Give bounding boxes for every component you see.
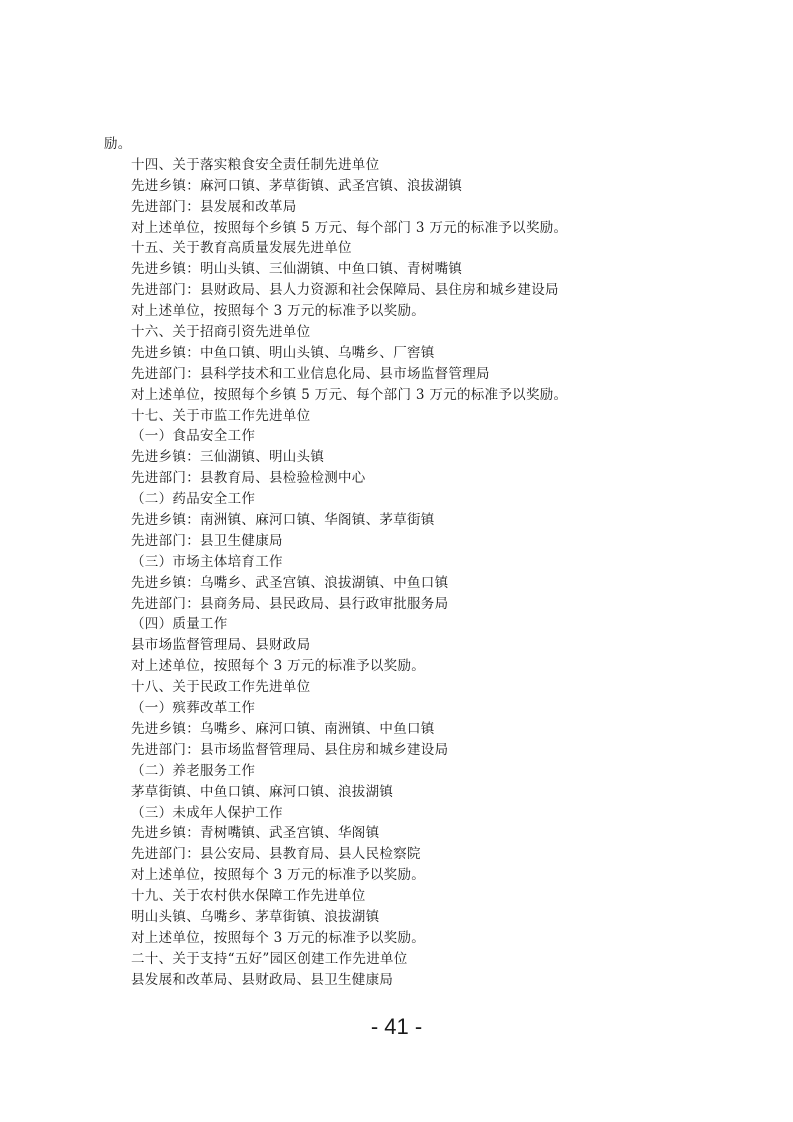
text-line: 明山头镇、乌嘴乡、茅草街镇、浪拔湖镇 [131,908,380,925]
text-line: 先进乡镇：乌嘴乡、武圣宫镇、浪拔湖镇、中鱼口镇 [131,574,449,591]
section-heading: 十八、关于民政工作先进单位 [131,679,311,696]
document-body [104,134,704,991]
text-line: 对上述单位，按照每个 3 万元的标准予以奖励。 [131,929,426,946]
section-heading: 十四、关于落实粮食安全责任制先进单位 [131,156,380,173]
text-line: 励。 [104,136,132,152]
subsection-heading: （二）养老服务工作 [131,762,256,779]
subsection-heading: （三）未成年人保护工作 [131,804,283,821]
text-line: 先进部门：县教育局、县检验检测中心 [131,470,366,487]
text-line: 先进部门：县市场监督管理局、县住房和城乡建设局 [131,741,449,758]
text-line: 对上述单位，按照每个乡镇 5 万元、每个部门 3 万元的标准予以奖励。 [131,386,568,403]
subsection-heading: （一）食品安全工作 [131,428,256,445]
text-line: 先进乡镇：南洲镇、麻河口镇、华阁镇、茅草街镇 [131,512,435,529]
text-line: 茅草街镇、中鱼口镇、麻河口镇、浪拔湖镇 [131,783,394,800]
section-heading: 十七、关于市监工作先进单位 [131,407,311,424]
subsection-heading: （四）质量工作 [131,616,228,633]
text-line: 先进部门：县科学技术和工业信息化局、县市场监督管理局 [131,365,490,382]
text-line: 先进部门：县发展和改革局 [131,198,297,215]
subsection-heading: （二）药品安全工作 [131,491,256,508]
text-line: 县市场监督管理局、县财政局 [131,637,311,654]
text-line: 对上述单位，按照每个乡镇 5 万元、每个部门 3 万元的标准予以奖励。 [131,219,568,236]
text-line: 对上述单位，按照每个 3 万元的标准予以奖励。 [131,658,426,675]
text-line: 县发展和改革局、县财政局、县卫生健康局 [131,971,394,988]
text-line: 先进部门：县卫生健康局 [131,532,283,549]
text-line: 先进乡镇：三仙湖镇、明山头镇 [131,449,325,466]
text-line: 先进乡镇：明山头镇、三仙湖镇、中鱼口镇、青树嘴镇 [131,261,463,278]
section-heading: 十六、关于招商引资先进单位 [131,324,311,341]
text-line: 先进乡镇：麻河口镇、茅草街镇、武圣宫镇、浪拔湖镇 [131,177,463,194]
section-heading: 十九、关于农村供水保障工作先进单位 [131,888,366,905]
subsection-heading: （一）殡葬改革工作 [131,700,256,717]
text-line: 对上述单位，按照每个 3 万元的标准予以奖励。 [131,867,426,884]
text-line: 先进部门：县公安局、县教育局、县人民检察院 [131,846,421,863]
text-line: 先进乡镇：中鱼口镇、明山头镇、乌嘴乡、厂窖镇 [131,344,435,361]
section-heading: 二十、关于支持“五好”园区创建工作先进单位 [131,950,408,967]
text-line: 先进乡镇：乌嘴乡、麻河口镇、南洲镇、中鱼口镇 [131,720,435,737]
text-line: 先进部门：县财政局、县人力资源和社会保障局、县住房和城乡建设局 [131,282,559,299]
page-number: - 41 - [370,1014,423,1039]
subsection-heading: （三）市场主体培育工作 [131,553,283,570]
text-line: 对上述单位，按照每个 3 万元的标准予以奖励。 [131,303,426,320]
text-line: 先进部门：县商务局、县民政局、县行政审批服务局 [131,595,449,612]
section-heading: 十五、关于教育高质量发展先进单位 [131,240,352,257]
text-line: 先进乡镇：青树嘴镇、武圣宫镇、华阁镇 [131,825,380,842]
